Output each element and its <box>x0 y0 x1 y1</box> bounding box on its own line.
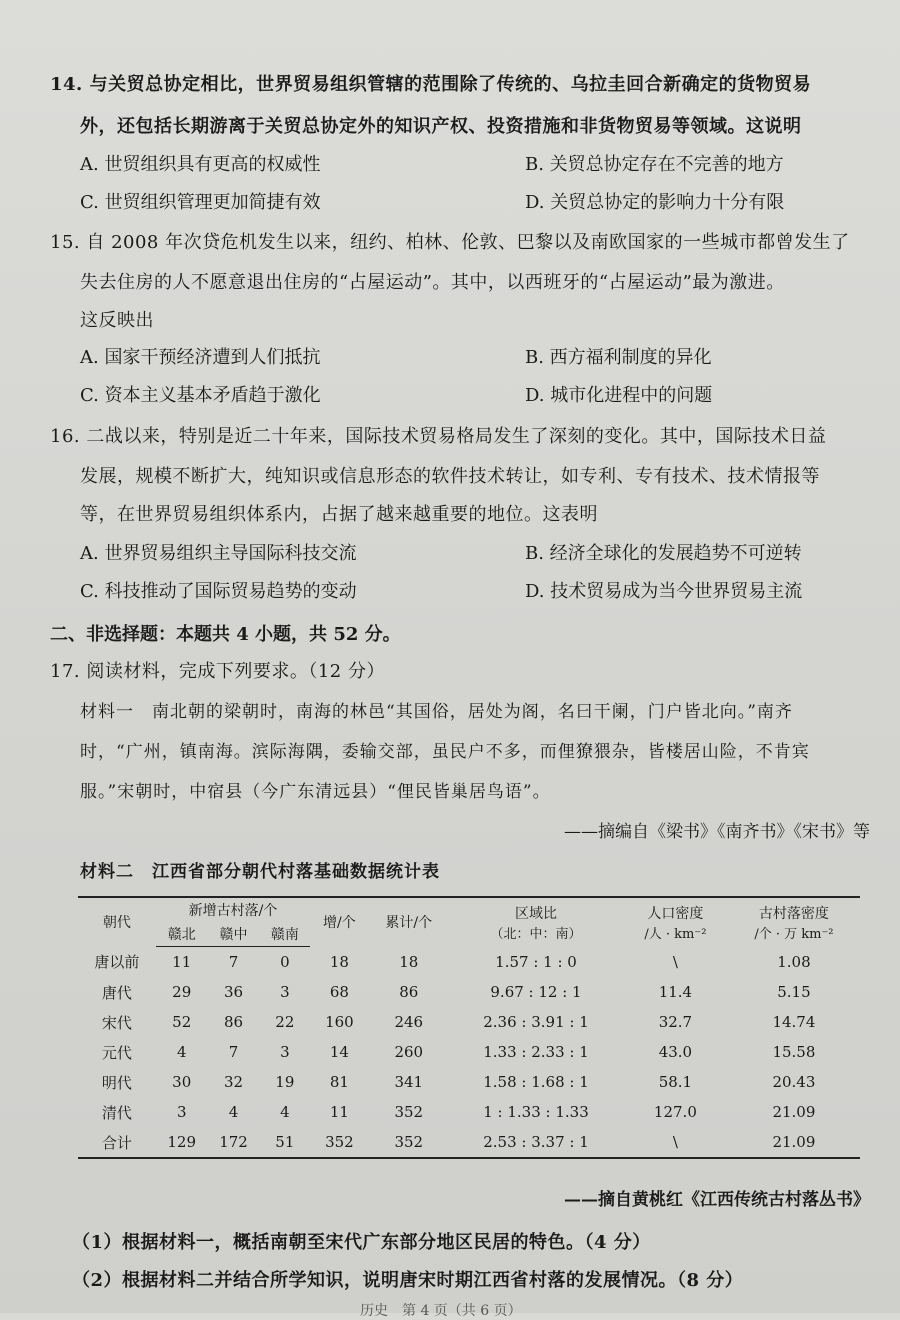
cell-ratio: 2.53 : 3.37 : 1 <box>483 1133 589 1151</box>
material1-line2: 时，“广州，镇南海。滨际海隅，委输交部，虽民户不多，而俚獠猥杂，皆楼居山险，不肯宾 <box>80 742 810 762</box>
cell-middle: 4 <box>228 1103 239 1121</box>
cell-dynasty: 唐以前 <box>94 953 140 972</box>
q15-option-a: A. 国家干预经济遭到人们抵抗 <box>80 347 321 368</box>
cell-north: 30 <box>172 1073 192 1091</box>
cell-increase: 14 <box>329 1043 349 1061</box>
cell-pop: \ <box>672 952 678 971</box>
material1-line3: 服。”宋朝时，中宿县（今广东清远县）“俚民皆巢居鸟语”。 <box>80 782 551 802</box>
cell-density: 14.74 <box>772 1013 816 1031</box>
cell-ratio: 1.57 : 1 : 0 <box>495 952 577 971</box>
cell-dynasty: 宋代 <box>101 1013 132 1032</box>
cell-middle: 172 <box>219 1133 248 1151</box>
th-south: 赣南 <box>259 922 310 947</box>
table-row <box>78 947 860 978</box>
th-village-density <box>728 897 860 947</box>
cell-total: 352 <box>394 1133 424 1151</box>
th-village-bottom: /个 · 万 km⁻² <box>754 926 834 942</box>
th-pop-bottom: /人 · km⁻² <box>644 926 707 942</box>
cell-dynasty: 合计 <box>101 1133 132 1152</box>
cell-middle: 86 <box>223 1013 244 1031</box>
cell-ratio: 1 : 1.33 : 1.33 <box>483 1103 589 1121</box>
q14-option-a: A. 世贸组织具有更高的权威性 <box>80 154 321 175</box>
q14-option-c: C. 世贸组织管理更加简捷有效 <box>80 192 321 213</box>
table-row <box>78 1127 860 1158</box>
cell-south: 3 <box>280 1043 290 1061</box>
q15-option-b: B. 西方福利制度的异化 <box>525 347 712 368</box>
cell-pop: 32.7 <box>658 1013 693 1031</box>
table-row <box>78 977 860 1007</box>
cell-dynasty: 元代 <box>101 1043 132 1062</box>
cell-density: 15.58 <box>772 1043 816 1061</box>
village-data-table <box>78 896 860 1159</box>
q14-stem-line1: 14. 与关贸总协定相比，世界贸易组织管辖的范围除了传统的、乌拉圭回合新确定的货物贸易 <box>50 74 812 95</box>
th-ratio-top: 区域比 <box>515 905 557 922</box>
th-north: 赣北 <box>156 922 208 947</box>
cell-total: 260 <box>394 1043 424 1061</box>
cell-ratio: 2.36 : 3.91 : 1 <box>483 1013 589 1031</box>
cell-ratio: 9.67 : 12 : 1 <box>490 983 582 1001</box>
q16-option-a: A. 世界贸易组织主导国际科技交流 <box>80 543 357 564</box>
cell-south: 51 <box>275 1133 295 1151</box>
th-dynasty: 朝代 <box>102 915 131 932</box>
table-row <box>78 1007 860 1037</box>
cell-total: 18 <box>399 952 419 971</box>
th-new-villages: 新增古村落/个 <box>188 903 278 919</box>
cell-increase: 18 <box>329 952 349 971</box>
q16-option-d: D. 技术贸易成为当今世界贸易主流 <box>525 581 803 602</box>
material1-line1: 材料一 南北朝的梁朝时，南海的林邑“其国俗，居处为阁，名曰干阑，门户皆北向。”南齐 <box>80 702 793 722</box>
q14-option-d: D. 关贸总协定的影响力十分有限 <box>525 192 785 213</box>
cell-south: 0 <box>280 953 290 971</box>
cell-middle: 32 <box>223 1073 244 1091</box>
q16-option-c: C. 科技推动了国际贸易趋势的变动 <box>80 581 357 602</box>
cell-total: 352 <box>394 1103 424 1121</box>
q16-stem-line1: 16. 二战以来，特别是近二十年来，国际技术贸易格局发生了深刻的变化。其中，国际技术日益 <box>50 426 827 447</box>
cell-dynasty: 清代 <box>101 1103 132 1122</box>
q17-sub1: （1）根据材料一，概括南朝至宋代广东部分地区民居的特色。（4 分） <box>72 1232 651 1253</box>
q15-stem-line3: 这反映出 <box>80 310 154 331</box>
cell-dynasty: 唐代 <box>101 983 132 1002</box>
q16-stem-line3: 等，在世界贸易组织体系内，占据了越来越重要的地位。这表明 <box>80 504 598 525</box>
cell-north: 3 <box>176 1103 187 1121</box>
cell-dynasty: 明代 <box>101 1073 132 1092</box>
cell-density: 1.08 <box>777 952 811 971</box>
q14-stem-line2: 外，还包括长期游离于关贸总协定外的知识产权、投资措施和非货物贸易等领域。这说明 <box>80 116 802 137</box>
cell-density: 21.09 <box>772 1103 816 1121</box>
th-pop-density <box>623 897 728 947</box>
table-row <box>78 1067 860 1097</box>
cell-increase: 160 <box>325 1013 354 1031</box>
cell-total: 86 <box>399 983 419 1001</box>
cell-south: 22 <box>275 1013 295 1031</box>
cell-total: 341 <box>394 1073 424 1091</box>
material1-source: ——摘编自《梁书》《南齐书》《宋书》等 <box>564 822 870 842</box>
q15-stem-line1: 15. 自 2008 年次贷危机发生以来，纽约、柏林、伦敦、巴黎以及南欧国家的一些城市都曾发生了 <box>50 232 850 253</box>
cell-increase: 352 <box>325 1133 354 1151</box>
cell-middle: 7 <box>228 953 239 971</box>
cell-pop: 43.0 <box>658 1043 693 1061</box>
th-pop-top: 人口密度 <box>647 905 704 922</box>
cell-increase: 81 <box>329 1073 349 1091</box>
th-ratio <box>449 897 623 947</box>
cell-middle: 36 <box>223 983 244 1001</box>
cell-increase: 68 <box>329 983 349 1001</box>
cell-pop: 58.1 <box>658 1073 693 1091</box>
cell-pop: 11.4 <box>658 983 693 1001</box>
cell-pop: \ <box>672 1133 678 1151</box>
th-total: 累计/个 <box>385 915 433 932</box>
page-footer: 历史 第 4 页（共 6 页） <box>360 1303 522 1319</box>
cell-south: 19 <box>275 1073 295 1091</box>
th-ratio-bottom: （北：中：南） <box>490 926 582 942</box>
cell-north: 129 <box>167 1133 197 1151</box>
th-middle: 赣中 <box>208 922 260 947</box>
cell-increase: 11 <box>329 1103 349 1121</box>
material2-title: 材料二 江西省部分朝代村落基础数据统计表 <box>80 862 440 882</box>
cell-density: 20.43 <box>772 1073 816 1091</box>
section-heading: 二、非选择题：本题共 4 小题，共 52 分。 <box>50 624 401 645</box>
q17-sub2: （2）根据材料二并结合所学知识，说明唐宋时期江西省村落的发展情况。（8 分） <box>72 1270 744 1291</box>
q17-intro: 17. 阅读材料，完成下列要求。（12 分） <box>50 661 385 682</box>
cell-pop: 127.0 <box>653 1103 697 1121</box>
table-body <box>78 947 860 1159</box>
cell-total: 246 <box>394 1013 424 1031</box>
cell-south: 3 <box>280 983 290 1001</box>
cell-north: 52 <box>172 1013 192 1031</box>
q15-option-c: C. 资本主义基本矛盾趋于激化 <box>80 385 321 406</box>
th-village-top: 古村落密度 <box>758 905 829 922</box>
material2-source: ——摘自黄桃红《江西传统古村落丛书》 <box>564 1190 870 1210</box>
th-increase: 增/个 <box>323 915 356 932</box>
q15-option-d: D. 城市化进程中的问题 <box>525 385 713 406</box>
cell-south: 4 <box>280 1103 290 1121</box>
q15-stem-line2: 失去住房的人不愿意退出住房的“占屋运动”。其中，以西班牙的“占屋运动”最为激进。 <box>80 272 785 293</box>
cell-north: 4 <box>176 1043 187 1061</box>
q16-option-b: B. 经济全球化的发展趋势不可逆转 <box>525 543 802 564</box>
q16-stem-line2: 发展，规模不断扩大，纯知识或信息形态的软件技术转让，如专利、专有技术、技术情报等 <box>80 466 820 487</box>
cell-ratio: 1.33 : 2.33 : 1 <box>483 1043 589 1061</box>
q14-option-b: B. 关贸总协定存在不完善的地方 <box>525 154 784 175</box>
cell-north: 29 <box>172 983 192 1001</box>
cell-ratio: 1.58 : 1.68 : 1 <box>483 1073 589 1091</box>
table-row <box>78 1097 860 1127</box>
cell-middle: 7 <box>228 1043 239 1061</box>
cell-density: 5.15 <box>777 983 811 1001</box>
table-row <box>78 1037 860 1067</box>
cell-density: 21.09 <box>772 1133 816 1151</box>
cell-north: 11 <box>172 953 192 971</box>
